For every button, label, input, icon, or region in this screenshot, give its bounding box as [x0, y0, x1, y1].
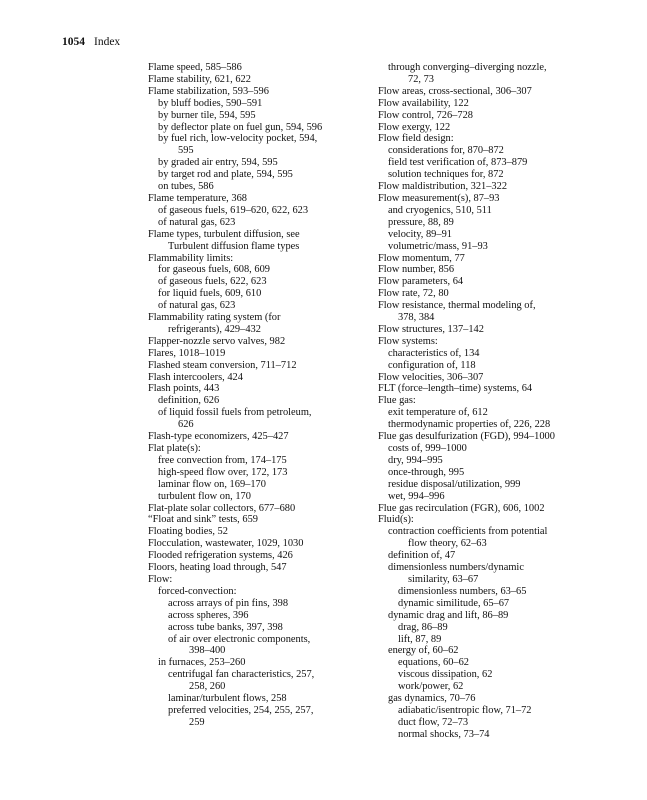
index-entry: considerations for, 870–872	[388, 145, 504, 157]
index-entry: Fluid(s):	[378, 514, 414, 526]
index-entry: adiabatic/isentropic flow, 71–72	[398, 704, 532, 716]
index-entry: Flat plate(s):	[148, 443, 201, 454]
index-entry: Flame speed, 585–586	[148, 62, 242, 73]
index-entry: 378, 384	[398, 312, 435, 324]
index-entry: dynamic drag and lift, 86–89	[388, 609, 509, 621]
index-entry: thermodynamic properties of, 226, 228	[388, 419, 551, 431]
index-entry: Flow rate, 72, 80	[378, 288, 449, 300]
index-entry: by bluff bodies, 590–591	[158, 97, 263, 109]
index-entry: Flocculation, wastewater, 1029, 1030	[148, 538, 304, 550]
index-entry: Flash-type economizers, 425–427	[148, 431, 289, 443]
index-entry: by deflector plate on fuel gun, 594, 596	[158, 121, 323, 133]
index-entry: characteristics of, 134	[388, 347, 480, 359]
index-entry: Flooded refrigeration systems, 426	[148, 550, 293, 562]
index-entry: and cryogenics, 510, 511	[388, 204, 492, 216]
index-entry: once-through, 995	[388, 466, 465, 478]
index-entry: Flammability limits:	[148, 252, 234, 264]
index-entry: Flash points, 443	[148, 383, 220, 395]
index-entry: 259	[189, 716, 205, 728]
index-entry: Flow number, 856	[378, 264, 455, 276]
index-entry: Flame temperature, 368	[148, 192, 247, 204]
index-entry: by target rod and plate, 594, 595	[158, 169, 293, 181]
index-entry: preferred velocities, 254, 255, 257,	[168, 704, 314, 716]
index-entry: viscous dissipation, 62	[398, 669, 493, 681]
index-entry: of natural gas, 623	[158, 216, 236, 228]
index-entry: Flow measurement(s), 87–93	[378, 192, 500, 204]
index-entry: by fuel rich, low-velocity pocket, 594,	[158, 133, 318, 145]
index-entry: of air over electronic components,	[168, 633, 311, 645]
index-entry: for liquid fuels, 609, 610	[158, 288, 262, 300]
index-entry: Flow velocities, 306–307	[378, 371, 484, 383]
index-entry: Flashed steam conversion, 711–712	[148, 359, 297, 371]
index-entry: work/power, 62	[398, 681, 464, 693]
index-entry: forced-convection:	[158, 585, 237, 597]
index-entry: Flow parameters, 64	[378, 276, 464, 288]
index-entry: high-speed flow over, 172, 173	[158, 466, 288, 478]
index-entry: gas dynamics, 70–76	[388, 693, 476, 705]
index-entry: Flue gas:	[378, 395, 416, 407]
index-entry: FLT (force–length–time) systems, 64	[378, 383, 533, 395]
index-entry: Flame stabilization, 593–596	[148, 85, 269, 97]
index-entry: across arrays of pin fins, 398	[168, 597, 289, 609]
index-entry: of liquid fossil fuels from petroleum,	[158, 407, 312, 419]
index-entry: normal shocks, 73–74	[398, 728, 490, 740]
index-entry: costs of, 999–1000	[388, 443, 467, 454]
index-entry: Flammability rating system (for	[148, 312, 281, 324]
index-entry: 626	[178, 419, 194, 431]
index-entry: Flow:	[148, 573, 173, 585]
index-entry: Floating bodies, 52	[148, 526, 228, 538]
index-entry: through converging–diverging nozzle,	[388, 62, 547, 73]
index-entry: dynamic similitude, 65–67	[398, 597, 510, 609]
index-entry: 72, 73	[408, 73, 434, 85]
index-entry: refrigerants), 429–432	[168, 323, 261, 335]
index-entry: Flat-plate solar collectors, 677–680	[148, 502, 296, 514]
index-entry: laminar/turbulent flows, 258	[168, 693, 287, 705]
index-entry: 258, 260	[189, 681, 226, 693]
index-column-right	[378, 62, 610, 741]
index-entry: Flow momentum, 77	[378, 252, 465, 264]
index-entry: “Float and sink” tests, 659	[148, 514, 258, 526]
index-entry: wet, 994–996	[388, 490, 445, 502]
index-entry: lift, 87, 89	[398, 633, 442, 645]
index-entry: on tubes, 586	[158, 181, 214, 193]
index-entry: velocity, 89–91	[388, 228, 452, 240]
index-entry: flow theory, 62–63	[408, 538, 487, 550]
index-entry: similarity, 63–67	[408, 573, 479, 585]
index-entry: dimensionless numbers/dynamic	[388, 562, 524, 574]
index-entry: in furnaces, 253–260	[158, 657, 246, 669]
index-entry: Flow maldistribution, 321–322	[378, 181, 508, 193]
index-entry: configuration of, 118	[388, 359, 476, 371]
index-entry: Flow areas, cross-sectional, 306–307	[378, 85, 532, 97]
index-entry: Flapper-nozzle servo valves, 982	[148, 335, 286, 347]
index-entry: Flow resistance, thermal modeling of,	[378, 300, 536, 312]
index-entry: duct flow, 72–73	[398, 716, 469, 728]
index-column-left	[148, 62, 370, 729]
index-entry: contraction coefficients from potential	[388, 526, 548, 538]
index-entry: exit temperature of, 612	[388, 407, 488, 419]
index-entry: Flow field design:	[378, 133, 454, 145]
index-entry: Flares, 1018–1019	[148, 347, 226, 359]
index-entry: dimensionless numbers, 63–65	[398, 585, 527, 597]
index-entry: dry, 994–995	[388, 454, 443, 466]
index-entry: Floors, heating load through, 547	[148, 562, 287, 574]
page-number: 1054	[62, 36, 85, 48]
index-entry: of gaseous fuels, 619–620, 622, 623	[158, 204, 309, 216]
index-entry: turbulent flow on, 170	[158, 490, 251, 502]
index-entry: equations, 60–62	[398, 657, 469, 669]
index-entry: of gaseous fuels, 622, 623	[158, 276, 267, 288]
index-entry: by burner tile, 594, 595	[158, 109, 256, 121]
index-entry: Flame stability, 621, 622	[148, 73, 251, 85]
index-entry: centrifugal fan characteristics, 257,	[168, 669, 315, 681]
index-entry: residue disposal/utilization, 999	[388, 478, 521, 490]
index-entry: Flow control, 726–728	[378, 109, 473, 121]
index-entry: volumetric/mass, 91–93	[388, 240, 488, 252]
index-entry: Flame types, turbulent diffusion, see	[148, 228, 300, 240]
index-entry: across tube banks, 397, 398	[168, 621, 283, 633]
index-entry: free convection from, 174–175	[158, 454, 287, 466]
index-entry: Flow systems:	[378, 335, 438, 347]
index-entry: pressure, 88, 89	[388, 216, 454, 228]
index-entry: for gaseous fuels, 608, 609	[158, 264, 270, 276]
index-entry: Flow availability, 122	[378, 97, 469, 109]
index-entry: across spheres, 396	[168, 609, 249, 621]
index-entry: energy of, 60–62	[388, 645, 459, 657]
index-entry: by graded air entry, 594, 595	[158, 157, 278, 169]
section-title: Index	[94, 36, 121, 48]
index-entry: of natural gas, 623	[158, 300, 236, 312]
running-header	[62, 36, 120, 48]
index-entry: Flue gas desulfurization (FGD), 994–1000	[378, 431, 555, 443]
index-entry: drag, 86–89	[398, 621, 448, 633]
index-entry: Flash intercoolers, 424	[148, 371, 243, 383]
index-entry: definition, 626	[158, 395, 220, 407]
index-entry: Flue gas recirculation (FGR), 606, 1002	[378, 502, 545, 514]
index-entry: field test verification of, 873–879	[388, 157, 528, 169]
index-entry: 595	[178, 145, 194, 157]
index-entry: definition of, 47	[388, 550, 456, 562]
index-entry: solution techniques for, 872	[388, 169, 504, 181]
index-entry: 398–400	[189, 645, 226, 657]
index-entry: laminar flow on, 169–170	[158, 478, 266, 490]
index-entry: Turbulent diffusion flame types	[168, 240, 300, 252]
index-entry: Flow exergy, 122	[378, 121, 451, 133]
index-entry: Flow structures, 137–142	[378, 323, 484, 335]
